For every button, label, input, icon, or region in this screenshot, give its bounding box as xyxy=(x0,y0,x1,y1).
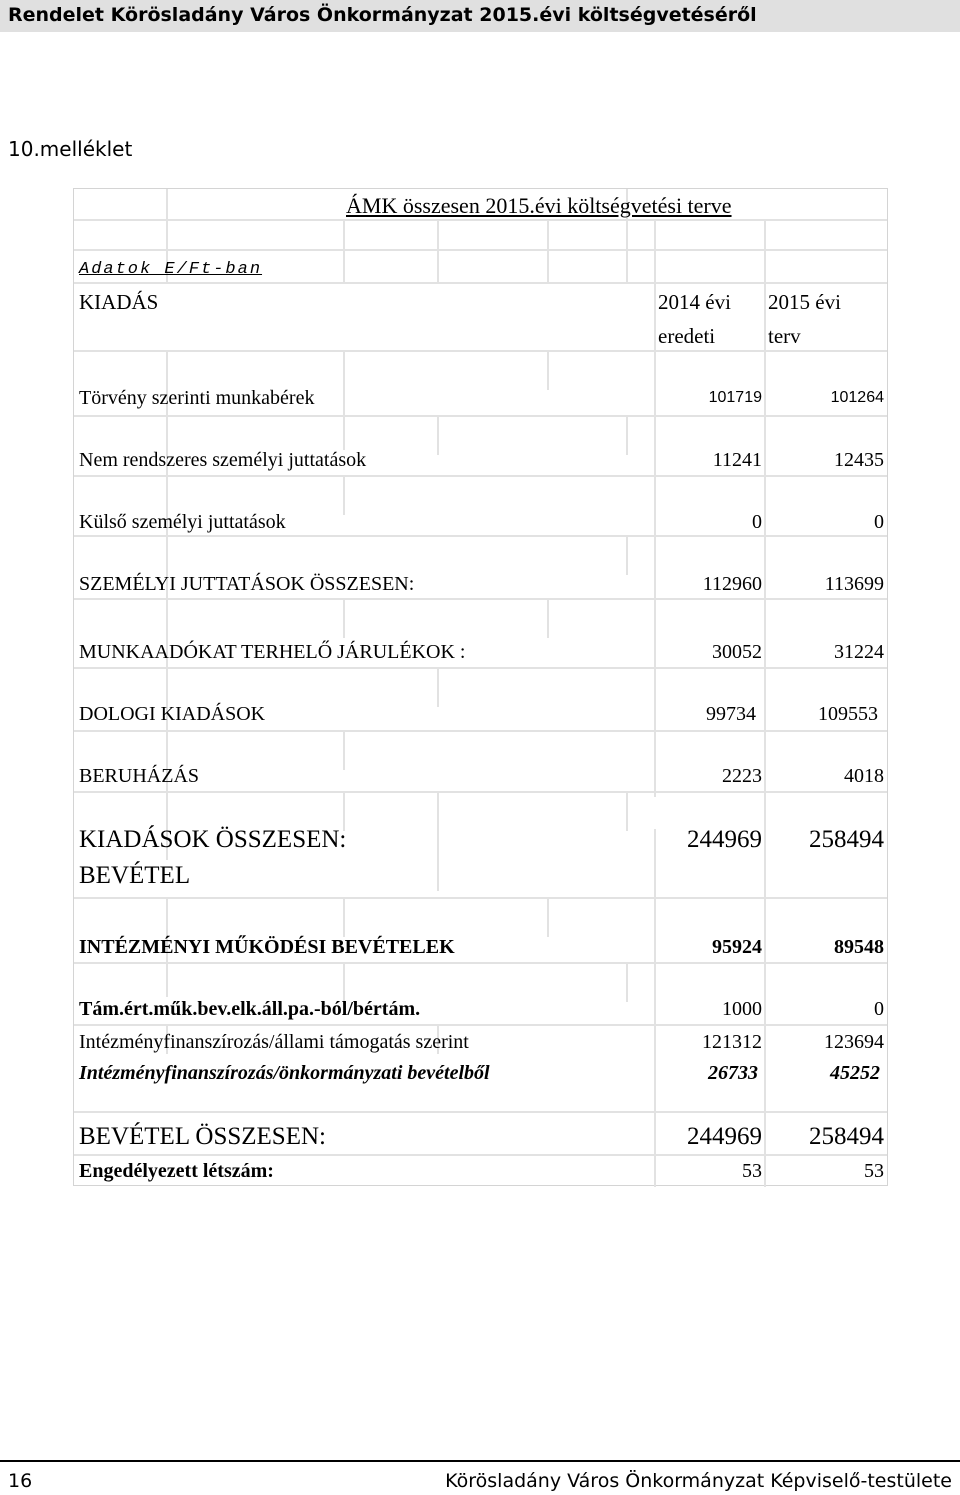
value-2015: 89548 xyxy=(834,936,884,958)
document-header xyxy=(0,0,960,32)
footer-divider xyxy=(0,1460,960,1462)
value-2015: 258494 xyxy=(809,826,884,853)
grid-line xyxy=(343,475,345,515)
value-2015: 4018 xyxy=(844,765,884,787)
grid-line xyxy=(626,791,628,831)
row-label: Intézményfinanszírozás/önkormányzati bevételből xyxy=(79,1062,490,1084)
value-2014: 99734 xyxy=(706,703,756,725)
value-2015: 53 xyxy=(864,1160,884,1182)
value-2015: 113699 xyxy=(824,573,884,595)
value-2014: 30052 xyxy=(712,641,762,663)
grid-line xyxy=(343,962,345,1002)
row-label: SZEMÉLYI JUTTATÁSOK ÖSSZESEN: xyxy=(79,573,415,595)
value-2014: 11241 xyxy=(712,449,762,471)
col-2014-subheading: eredeti xyxy=(658,324,716,348)
value-2014: 95924 xyxy=(712,936,762,958)
footer-text: Körösladány Város Önkormányzat Képviselő-testülete xyxy=(445,1470,952,1492)
grid-line xyxy=(437,415,439,455)
col-2015-heading: 2015 évi xyxy=(768,290,841,314)
row-label: Nem rendszeres személyi juttatások xyxy=(79,449,367,471)
section-expenses: KIADÁS xyxy=(79,290,159,314)
grid-line xyxy=(343,350,345,450)
row-label: MUNKAADÓKAT TERHELŐ JÁRULÉKOK : xyxy=(79,641,466,663)
grid-line xyxy=(547,350,549,390)
grid-line xyxy=(547,897,549,937)
value-2014: 244969 xyxy=(687,1123,762,1150)
budget-table xyxy=(73,188,888,1186)
value-2014: 26733 xyxy=(708,1062,758,1084)
row-label: Engedélyezett létszám: xyxy=(79,1160,274,1182)
col-2015-subheading: terv xyxy=(768,324,801,348)
value-2014: 2223 xyxy=(722,765,762,787)
grid-line xyxy=(343,897,345,937)
value-2015: 101264 xyxy=(830,389,884,406)
grid-line xyxy=(437,219,439,282)
row-label: DOLOGI KIADÁSOK xyxy=(79,703,266,725)
unit-note: Adatok E/Ft-ban xyxy=(79,260,263,279)
value-2014: 53 xyxy=(742,1160,762,1182)
value-2015: 0 xyxy=(874,511,884,533)
row-label: Külső személyi juttatások xyxy=(79,511,286,533)
row-label: BEVÉTEL ÖSSZESEN: xyxy=(79,1123,326,1150)
row-label: BERUHÁZÁS xyxy=(79,765,200,787)
grid-line xyxy=(437,791,439,891)
col-2014-heading: 2014 évi xyxy=(658,290,731,314)
row-label: Intézményfinanszírozás/állami támogatás szerint xyxy=(79,1031,469,1053)
grid-line xyxy=(547,219,549,282)
value-2015: 123694 xyxy=(824,1031,884,1053)
value-2014: 1000 xyxy=(722,998,762,1020)
value-2015: 12435 xyxy=(834,449,884,471)
value-2014: 244969 xyxy=(687,826,762,853)
grid-line xyxy=(626,962,628,1002)
value-2015: 45252 xyxy=(830,1062,880,1084)
annex-label: 10.melléklet xyxy=(8,137,133,161)
grid-line xyxy=(547,598,549,638)
grid-line xyxy=(626,535,628,575)
value-2014: 101719 xyxy=(708,389,762,406)
table-title: ÁMK összesen 2015.évi költségvetési terve xyxy=(346,193,732,218)
grid-line xyxy=(626,415,628,455)
grid-line xyxy=(343,791,345,831)
value-2014: 121312 xyxy=(702,1031,762,1053)
value-2015: 0 xyxy=(874,998,884,1020)
grid-line xyxy=(437,667,439,707)
document-header-title: Rendelet Körösladány Város Önkormányzat 2015.évi költségvetéséről xyxy=(8,4,757,26)
row-label: Törvény szerinti munkabérek xyxy=(79,387,315,409)
row-label: KIADÁSOK ÖSSZESEN: xyxy=(79,826,347,853)
value-2014: 0 xyxy=(752,511,762,533)
page-number: 16 xyxy=(8,1470,33,1492)
section-income: BEVÉTEL xyxy=(79,862,191,889)
grid-line xyxy=(343,219,345,282)
value-2015: 109553 xyxy=(818,703,878,725)
value-2015: 258494 xyxy=(809,1123,884,1150)
row-label: Tám.ért.műk.bev.elk.áll.pa.-ból/bértám. xyxy=(79,998,421,1020)
grid-line xyxy=(343,598,345,638)
grid-line xyxy=(343,730,345,770)
row-label: INTÉZMÉNYI MŰKÖDÉSI BEVÉTELEK xyxy=(79,936,455,958)
value-2015: 31224 xyxy=(834,641,884,663)
value-2014: 112960 xyxy=(702,573,762,595)
